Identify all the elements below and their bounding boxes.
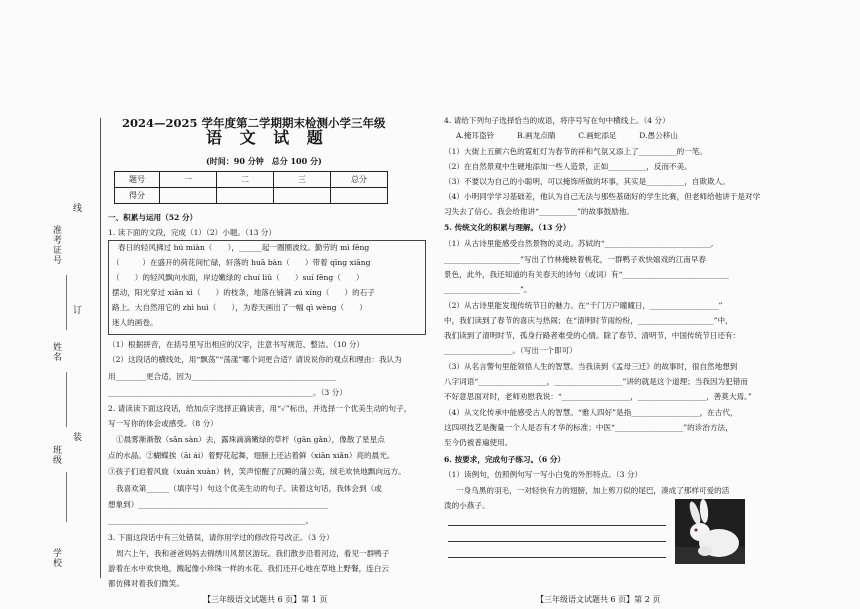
question-2-sentence: 点的水晶。②蝴蝶挨（āi ái）着野花起舞，翅膀上还沾着鲜（xiān xiǎn）亮的晨光。	[108, 451, 395, 460]
question-5-2-cont: 我们读到了清明时节，孤身行路者难受的心情。除了春节、清明节，中国传统节日还有：	[444, 331, 741, 340]
margin-divider	[100, 118, 101, 578]
question-5-1-cont[interactable]: ____________________”。	[444, 285, 532, 294]
answer-line[interactable]	[448, 541, 666, 542]
side-label-name: 姓名	[51, 342, 61, 362]
question-2-sentence: ①晨雾渐渐散（sǎn sàn）去，露珠滴滴嫩绿的草杆（gān gǎn），像散了星星点	[116, 435, 385, 444]
example-sentence: 泼的小燕子。	[444, 501, 490, 510]
question-4-2[interactable]: （2）在自然景观中生硬地添加一些人造景，正如__________，反而不美。	[444, 162, 692, 171]
side-label-school: 学校	[51, 548, 61, 568]
question-2-sentence: ③孩子们迫着风旋（xuán xuàn）转，笑声惊醒了沉睡的蒲公英，绒毛欢快地飘向远方。	[108, 467, 406, 476]
time-info: (时间：90 分钟 总分 100 分)	[206, 156, 322, 166]
score-header-cell: 总分	[331, 172, 388, 188]
answer-line[interactable]: ____________________________________________________。	[108, 516, 314, 525]
question-5-2-cont[interactable]: 中，我们读到了春节的喜庆与热闹；在“清明时节雨纷纷，____________________”中，	[444, 316, 733, 325]
question-5-1-cont[interactable]: 景色，此外，我还知道的有关春天的诗句（或词）有“____________________________	[444, 270, 729, 279]
score-header-cell: 三	[274, 172, 331, 188]
question-5-2-cont[interactable]: __________________。（写出一个即可）	[444, 346, 577, 355]
question-3-passage: 都仿佛对着我们微笑。	[108, 579, 184, 588]
question-2-cont: 写一写你的体会或感受。（8 分）	[108, 419, 218, 428]
question-3-passage: 游着在水中欢快地，溅起像小珍珠一样的水花。我们还开心地在草地上野餐，连白云	[108, 564, 389, 573]
cut-mark-staple: 装	[71, 432, 81, 441]
passage-line: 路上。大自然用它的 zhì huì（ ），为春天画出了一幅 qì wèng（ ）	[112, 303, 367, 312]
question-5-4-cont: 至今仍被普遍使用。	[444, 438, 513, 447]
answer-line[interactable]	[448, 557, 666, 558]
exam-title: 2024—2025 学年度第二学期期末检测小学三年级	[122, 116, 386, 130]
passage-line: （ ）的轻风飘向水面，岸边嫩绿的 chuí liǔ（ ）suí fēng（ ）	[112, 273, 364, 282]
answer-line[interactable]: 用________更合适，因为______________________________________	[108, 372, 336, 381]
score-header-cell: 一	[160, 172, 217, 188]
question-6: 6. 按要求，完成句子练习。（6 分）	[444, 455, 566, 464]
class-line	[66, 472, 67, 522]
page-1	[108, 0, 428, 609]
exam-id-line	[66, 275, 67, 330]
rabbit-photo	[675, 499, 745, 564]
score-table	[114, 171, 388, 204]
score-header-cell: 二	[217, 172, 274, 188]
binding-margin	[0, 0, 92, 609]
question-3-passage: 周六上午，我和爸爸妈妈去锦绣川风景区游玩。我们散步沿着河边，看见一群鸭子	[116, 549, 390, 558]
answer-line[interactable]	[448, 525, 666, 526]
question-4-3[interactable]: （3）不要以为自己的小聪明，可以掩饰所做的坏事，其实是__________，自欺欺人。	[444, 177, 730, 186]
cut-mark-bind: 订	[71, 305, 81, 314]
side-label-class: 班级	[51, 445, 61, 465]
cut-mark-line: 线	[71, 203, 81, 212]
question-6-1: （1）读例句，仿照例句写一写小白兔的外形特点。（3 分）	[444, 470, 643, 479]
answer-line[interactable]: 想象到）__________________________________________________	[108, 500, 329, 509]
score-input-cell[interactable]	[274, 188, 331, 204]
question-5-3: （3）从名言警句里能领悟人生的智慧。当我读到《孟母三迁》的故事时，很自然地想到	[444, 362, 738, 371]
passage-line: 迷人的画卷。	[112, 318, 158, 327]
score-input-cell[interactable]	[160, 188, 217, 204]
question-4-4: （4）小明同学学习基础差，他认为自己无法与那些基础好的学生比赛，但老师给他讲于是对学	[444, 192, 761, 201]
question-5-1-cont[interactable]: ____________________”写出了竹林掩映着桃花，一群鸭子欢快嬉戏的江南早春	[444, 255, 707, 264]
question-4-4-cont[interactable]: 习失去了信心。我会给他讲“__________”的故事鼓励他。	[444, 207, 635, 216]
passage-line: 摆动，阳光穿过 xiǎn xì（ ）的枝条，地落在铺满 zú xíng（ ）的石子	[112, 288, 375, 297]
question-3: 3. 下面这段话中有三处错误，请你用学过的修改符号改正。（3 分）	[108, 533, 334, 542]
passage-line: 春日的轻风拂过 hú miàn（ ），______起一圈圈波纹。勤劳的 mì fēng	[118, 243, 370, 252]
score-input-cell[interactable]	[331, 188, 388, 204]
page-2	[444, 0, 839, 609]
question-4-1[interactable]: （1）大街上五颜六色的霓虹灯为春节的祥和气氛又添上了__________的一笔。	[444, 147, 708, 156]
question-5-1[interactable]: （1）从古诗里能感受自然景物的灵动。苏轼的“____________________________,	[444, 239, 714, 248]
page-footer-2: 【三年级语文试题共 6 页】第 2 页	[536, 595, 661, 604]
score-header-cell: 题号	[115, 172, 160, 188]
page-footer-1: 【三年级语文试题共 6 页】第 1 页	[203, 595, 328, 604]
answer-line[interactable]: 我喜欢第______（填序号）句这个优美生动的句子。读着这句话，我体会到（或	[116, 484, 382, 493]
question-5-4[interactable]: （4）从文化传承中能感受古人的智慧。“雅人四好”是指__________________，在古代，	[444, 408, 738, 417]
passage-line: （ ）在盛开的荷花间忙碌，轩落的 huā bàn（ ）带着 qīng xiāng	[112, 258, 371, 267]
question-5-3-cont[interactable]: 不好意思面对时，老师劝慰我说：“__________________，__________________，善莫大焉。”	[444, 392, 752, 401]
question-1-2: （2）这段话的横线处，用“飘荡”“荡漾”哪个词更合适？请说说你的观点和理由：我认为	[108, 355, 402, 364]
answer-line[interactable]: ______________________________________________________。（3 分）	[108, 388, 347, 397]
score-input-cell[interactable]	[217, 188, 274, 204]
question-5-3-cont[interactable]: 八字词语“__________________，__________________”讲的就是这个道理；当我因为犯错而	[444, 377, 748, 386]
example-sentence: 一身乌黑的羽毛，一对轻快有力的翅膀，加上剪刀似的尾巴，凑成了那样可爱的活	[456, 486, 730, 495]
question-1-1: （1）根据拼音，在括号里写出相应的汉字，注意书写规范、整洁。（10 分）	[108, 340, 365, 349]
question-5-2[interactable]: （2）从古诗里能发现传统节日的魅力。在“千门万户曈曈日，__________________”	[444, 301, 723, 310]
question-5: 5. 传统文化的积累与理解。（13 分）	[444, 223, 571, 232]
question-5-4-cont[interactable]: 这四项技艺是衡量一个人是否有才华的标准；中医“__________________”的诊治方法，	[444, 423, 733, 432]
question-2: 2. 请读读下面这段话，给加点字选择正确读音，用“✓”标出，并选择一个优美生动的句子，	[108, 404, 412, 413]
side-label-exam-id: 准考证号	[51, 225, 61, 265]
score-label-cell: 得分	[115, 188, 160, 204]
question-4: 4. 请给下列句子选择恰当的成语，将序号写在句中横线上。（4 分）	[444, 116, 670, 125]
question-1: 1. 读下面的文段，完成（1）（2）小题。（13 分）	[108, 228, 277, 237]
idiom-options: A.掩耳盗铃 B.画龙点睛 C.画蛇添足 D.愚公移山	[456, 131, 678, 140]
name-line	[66, 372, 67, 427]
section-heading: 一、积累与运用（52 分）	[108, 213, 198, 222]
exam-subject: 语 文 试 题	[206, 128, 329, 147]
